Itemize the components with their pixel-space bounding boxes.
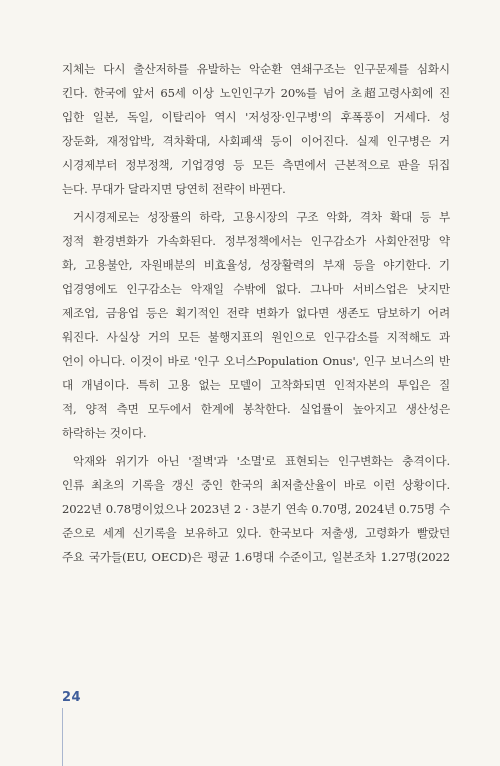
text-line: 2022년 0.78명이었으나 2023년 2 · 3분기 연속 0.70명, 2024년 0.75명 수 [62,502,450,516]
paragraph [62,57,450,201]
text-line: 장둔화, 재정압박, 격차확대, 사회폐색 등이 이어진다. 실제 인구병은 거 [62,134,450,148]
text-line: 준으로 세계 신기록을 보유하고 있다. 한국보다 저출생, 고령화가 빨랐던 [62,526,450,540]
text-line: 거시경제로는 성장률의 하락, 고용시장의 구조 악화, 격차 확대 등 부 [73,210,450,224]
text-line: 인류 최초의 기록을 갱신 중인 한국의 최저출산율이 바로 이런 상황이다. [62,478,450,492]
text-line: 화, 고용불안, 자원배분의 비효율성, 성장활력의 부재 등을 야기한다. 기 [62,258,450,272]
text-line: 는다. 무대가 달라지면 당연히 전략이 바뀐다. [62,182,286,196]
text-line: 시경제부터 정부정책, 기업경영 등 모든 측면에서 근본적으로 판을 뒤집 [62,158,450,172]
text-line: 대 개념이다. 특히 고용 없는 모델이 고착화되면 인적자본의 투입은 질 [62,378,450,392]
text-line: 정적 환경변화가 가속화된다. 정부정책에서는 인구감소가 사회안전망 약 [62,234,450,248]
text-line: 언이 아니다. 이것이 바로 '인구 오너스Population Onus', 인구 보너스의 반 [62,354,450,368]
text-line: 적, 양적 측면 모두에서 한계에 봉착한다. 실업률이 높아지고 생산성은 [62,402,450,416]
text-line: 악재와 위기가 아닌 '절벽'과 '소멸'로 표현되는 인구변화는 충격이다. [73,454,450,468]
text-line: 주요 국가들(EU, OECD)은 평균 1.6명대 수준이고, 일본조차 1.27명(2022 [62,550,450,564]
page-number: 24 [62,690,82,705]
text-line: 업경영에도 인구감소는 악재일 수밖에 없다. 그나마 서비스업은 낫지만 [62,282,450,296]
text-line: 워진다. 사실상 거의 모든 불행지표의 원인으로 인구감소를 지적해도 과 [62,330,450,344]
text-line: 입한 일본, 독일, 이탈리아 역시 '저성장·인구병'의 후폭풍이 거세다. 성 [62,110,450,124]
text-line: 제조업, 금융업 등은 획기적인 전략 변화가 없다면 생존도 담보하기 어려 [62,306,450,320]
text-line: 하락하는 것이다. [62,426,147,440]
paragraph [62,205,450,445]
text-line: 지체는 다시 출산저하를 유발하는 악순환 연쇄구조는 인구문제를 심화시 [62,62,450,76]
text-line: 킨다. 한국에 앞서 65세 이상 노인인구가 20%를 넘어 초超고령사회에 진 [62,86,450,100]
paragraph [62,449,450,569]
body-text [62,57,450,569]
page-number-rule [62,708,63,766]
